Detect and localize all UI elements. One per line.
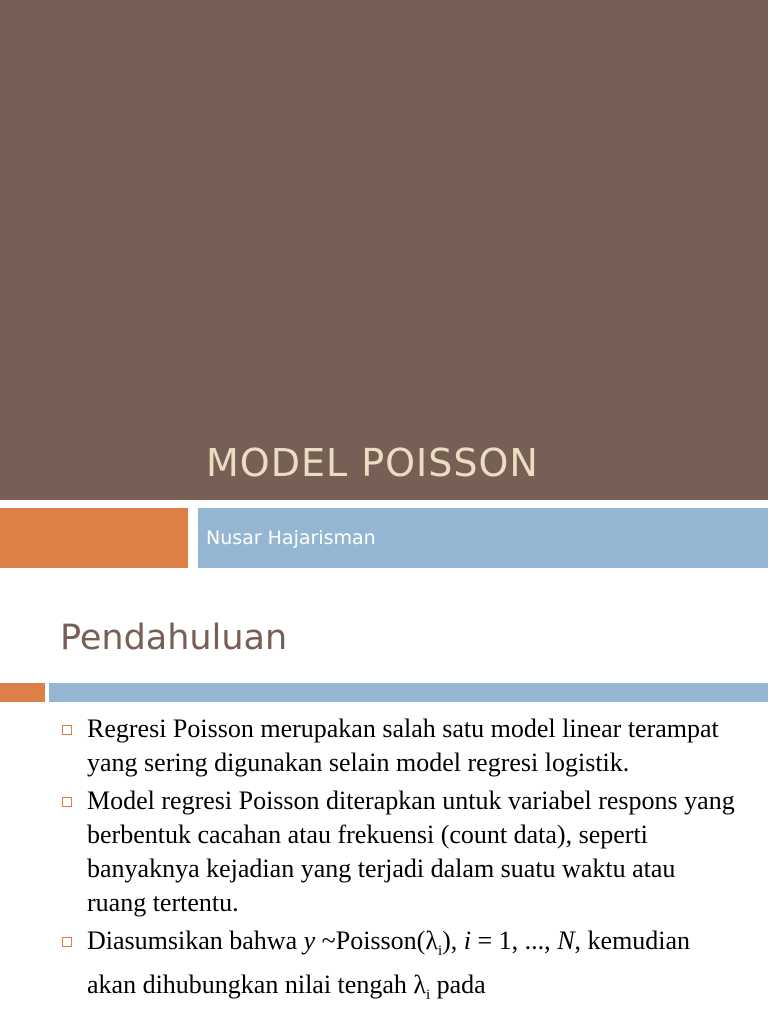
slide-title: MODEL POISSON (206, 441, 539, 485)
accent-bar-orange (0, 508, 188, 568)
section-heading: Pendahuluan (60, 618, 288, 658)
square-bullet-icon (62, 725, 72, 735)
bullet-text: Model regresi Poisson diterapkan untuk variabel respons yang berbentuk cacahan atau frekuensi (count data), seperti banyaknya kejadian yang terjadi dalam suatu waktu atau ruang tertentu. (87, 786, 735, 917)
heading-accent-blue (49, 683, 768, 702)
bullet-list (60, 712, 740, 1016)
bullet-text: Diasumsikan bahwa y $\sim Poisson(\lambda_i)$, i = 1, ..., N, kemudian akan dihubungkan nilai tengah $\lambda_i$ pada (87, 926, 691, 1004)
bullet-item (60, 712, 740, 780)
square-bullet-icon (62, 797, 72, 807)
title-slide-background (0, 0, 768, 500)
square-bullet-icon (62, 937, 72, 947)
bullet-item (60, 784, 740, 920)
bullet-item (60, 924, 740, 1012)
heading-accent-orange (0, 683, 45, 702)
slide-subtitle: Nusar Hajarisman (206, 527, 376, 549)
bullet-text: Regresi Poisson merupakan salah satu model linear terampat yang sering digunakan selain model regresi logistik. (87, 714, 719, 777)
